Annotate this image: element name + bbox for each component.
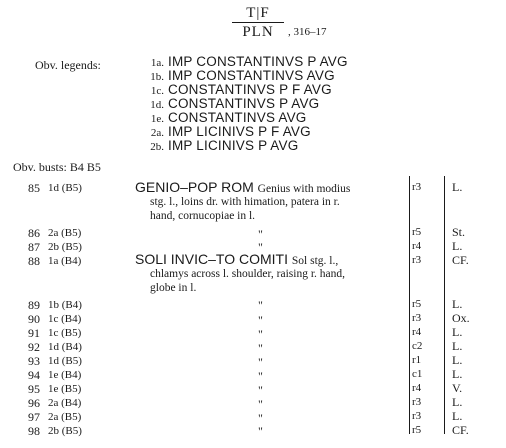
entry-code: 2b (B5) (48, 241, 82, 253)
entry-rarity: r4 (412, 326, 422, 338)
legend-item (142, 83, 332, 97)
ditto-mark: " (258, 383, 263, 397)
ditto-mark: " (258, 227, 263, 241)
entry-rarity: r5 (412, 298, 422, 310)
entry-number: 85 (28, 181, 40, 195)
entry-rarity: r5 (412, 424, 422, 436)
entry-location: L. (452, 239, 463, 253)
legend-code: 1a. (150, 57, 164, 69)
entry-rarity: r3 (412, 312, 422, 324)
entry-code: 1c (B5) (48, 327, 82, 339)
legend-code: 1c. (150, 85, 164, 97)
ditto-mark: " (258, 411, 263, 425)
entry-rarity: r3 (412, 410, 422, 422)
reverse-description: Genius with modius (257, 183, 351, 195)
entry-code: 1b (B4) (48, 299, 82, 311)
mint-mark-top: T|F (246, 5, 270, 21)
entry-rarity: r5 (412, 226, 422, 238)
entry-location: L. (452, 339, 463, 353)
entry-location: L. (452, 395, 463, 409)
entry-number: 91 (28, 326, 40, 340)
entry-location: Ox. (452, 311, 470, 325)
reverse-description-line: globe in l. (150, 282, 197, 294)
reverse-description-line: chlamys across l. shoulder, raising r. hand, (150, 268, 346, 280)
entry-code: 2a (B4) (48, 397, 82, 409)
ditto-mark: " (258, 313, 263, 327)
entry-code: 2b (B5) (48, 425, 82, 437)
mint-mark-bottom: PLN (232, 22, 284, 41)
entry-location: L. (452, 353, 463, 367)
entry-number: 88 (28, 254, 40, 268)
entry-location: L. (452, 180, 463, 194)
legend-code: 1e. (150, 113, 164, 125)
entry-rarity: r4 (412, 240, 422, 252)
entry-number: 86 (28, 226, 40, 240)
legend-text: CONSTANTINVS AVG (168, 110, 307, 125)
ditto-mark: " (258, 355, 263, 369)
entry-rarity: r3 (412, 396, 422, 408)
ditto-mark: " (258, 298, 263, 312)
ditto-mark: " (258, 424, 263, 438)
entry-code: 1d (B5) (48, 182, 82, 194)
entry-number: 89 (28, 298, 40, 312)
entry-reverse-head (135, 179, 350, 195)
column-rule-left (409, 176, 410, 434)
legend-code: 1d. (150, 99, 164, 111)
reverse-description-line: stg. l., loins dr. with himation, patera in r. (150, 196, 340, 208)
entry-rarity: c1 (412, 368, 423, 380)
entry-reverse-head (135, 251, 338, 267)
legend-code: 2b. (150, 141, 164, 153)
entry-number: 87 (28, 240, 40, 254)
legend-text: IMP LICINIVS P AVG (168, 138, 299, 153)
legend-item (142, 69, 335, 83)
ditto-mark: " (258, 397, 263, 411)
entry-code: 1e (B5) (48, 383, 82, 395)
column-rule-right (444, 176, 445, 434)
legend-text: IMP LICINIVS P F AVG (168, 124, 311, 139)
issue-date: , 316–17 (288, 26, 327, 38)
entry-number: 95 (28, 382, 40, 396)
ditto-mark: " (258, 341, 263, 355)
entry-location: L. (452, 325, 463, 339)
entry-number: 90 (28, 312, 40, 326)
entry-code: 1a (B4) (48, 255, 82, 267)
legend-item (142, 125, 311, 139)
entry-code: 2a (B5) (48, 411, 82, 423)
ditto-mark: " (258, 327, 263, 341)
entry-location: St. (452, 225, 466, 239)
reverse-description-line: hand, cornucopiae in l. (150, 210, 256, 222)
entry-rarity: r3 (412, 181, 422, 193)
entry-number: 93 (28, 354, 40, 368)
entry-location: L. (452, 297, 463, 311)
mint-mark-fraction (232, 4, 284, 41)
reverse-legend: SOLI INVIC–TO COMITI (135, 251, 288, 267)
entry-code: 1d (B4) (48, 341, 82, 353)
legend-text: CONSTANTINVS P F AVG (168, 82, 332, 97)
entry-rarity: c2 (412, 340, 423, 352)
entry-code: 1c (B4) (48, 313, 82, 325)
legend-code: 2a. (150, 127, 164, 139)
legend-code: 1b. (150, 71, 164, 83)
legend-item (142, 55, 348, 69)
legend-item (142, 139, 298, 153)
obverse-legends-label: Obv. legends: (35, 58, 101, 72)
entry-location: L. (452, 409, 463, 423)
legend-text: IMP CONSTANTINVS P AVG (168, 54, 348, 69)
entry-code: 1e (B4) (48, 369, 82, 381)
legend-text: IMP CONSTANTINVS AVG (168, 68, 335, 83)
ditto-mark: " (258, 240, 263, 254)
legend-item (142, 111, 306, 125)
entry-rarity: r3 (412, 254, 422, 266)
entry-location: CF. (452, 423, 469, 437)
entry-number: 98 (28, 424, 40, 438)
entry-location: L. (452, 367, 463, 381)
entry-location: V. (452, 381, 463, 395)
entry-number: 92 (28, 340, 40, 354)
entry-location: CF. (452, 253, 469, 267)
ditto-mark: " (258, 369, 263, 383)
entry-code: 1d (B5) (48, 355, 82, 367)
reverse-legend: GENIO–POP ROM (135, 179, 254, 195)
entry-rarity: r4 (412, 382, 422, 394)
entry-rarity: r1 (412, 354, 422, 366)
entry-number: 96 (28, 396, 40, 410)
entry-number: 97 (28, 410, 40, 424)
legend-text: CONSTANTINVS P AVG (168, 96, 320, 111)
obverse-busts-label: Obv. busts: B4 B5 (13, 160, 101, 174)
entry-code: 2a (B5) (48, 227, 82, 239)
reverse-description: Sol stg. l., (291, 255, 339, 267)
entry-number: 94 (28, 368, 40, 382)
legend-item (142, 97, 319, 111)
